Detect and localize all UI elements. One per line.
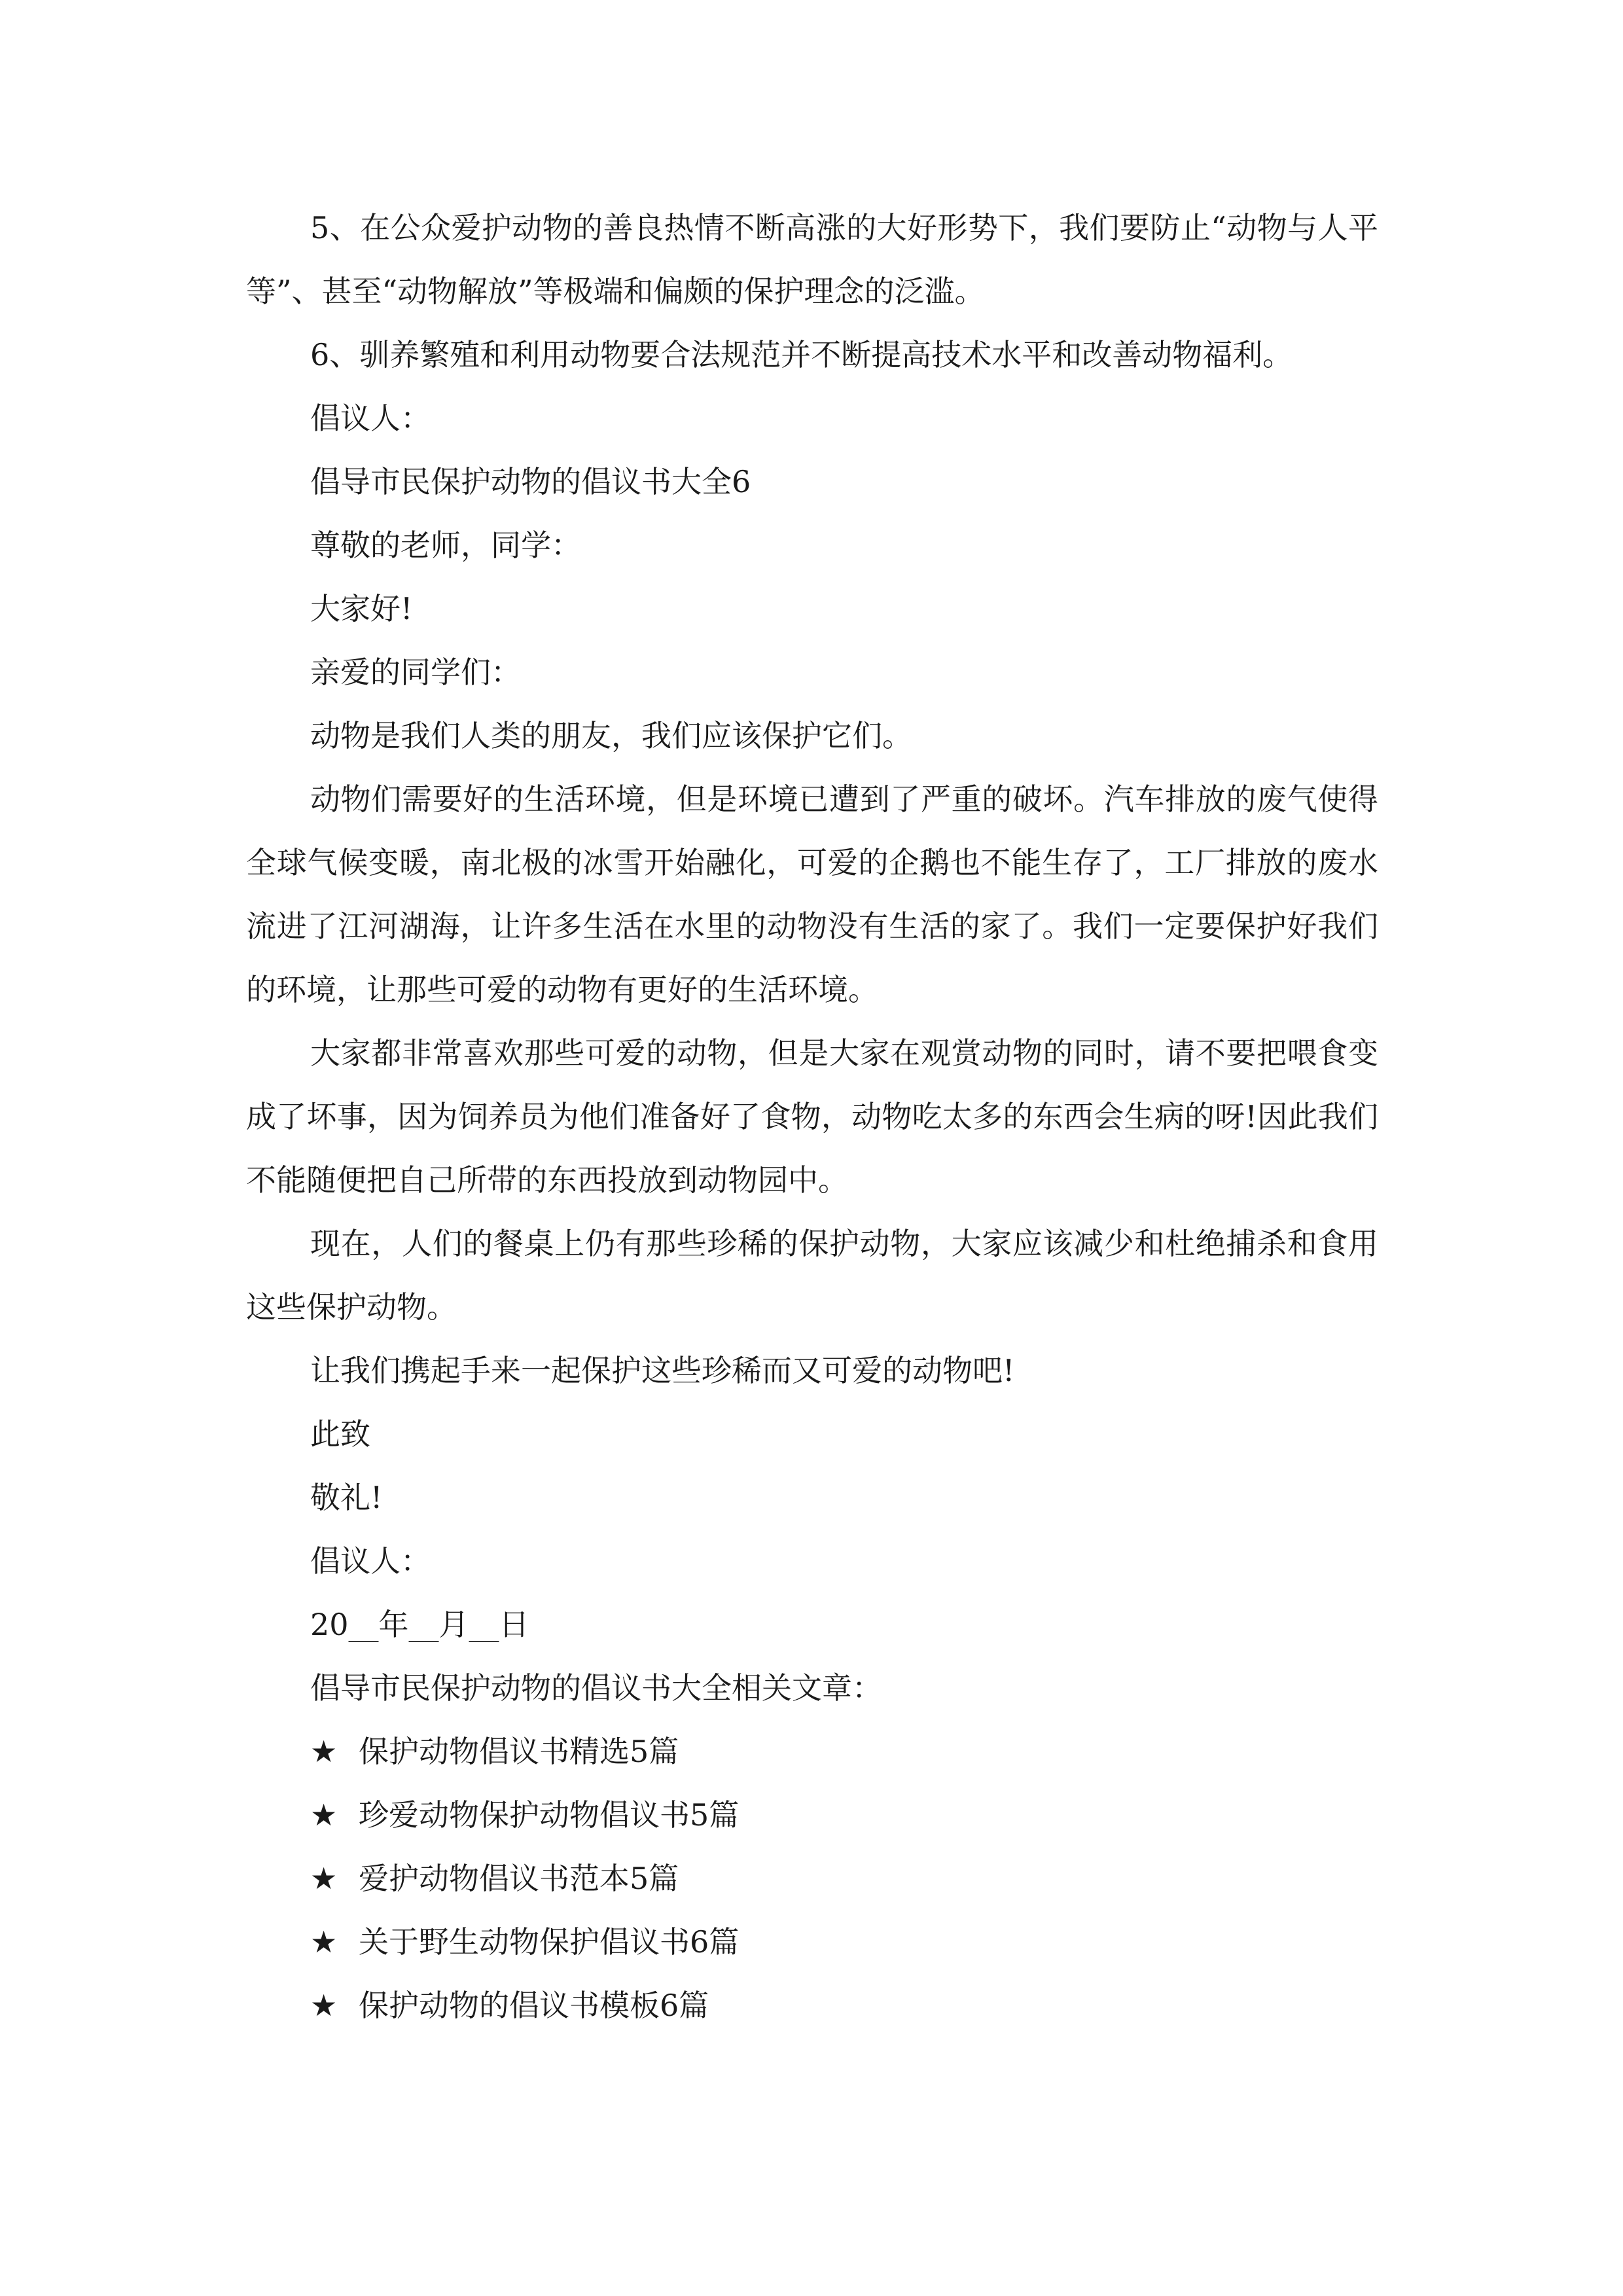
document-page	[246, 196, 1378, 2037]
paragraph-feeding: 大家都非常喜欢那些可爱的动物，但是大家在观赏动物的同时，请不要把喂食变成了坏事，因为饲养员为他们准备好了食物，动物吃太多的东西会生病的呀!因此我们不能随便把自己所带的东西投放到动物园中。	[246, 1035, 1378, 1198]
paragraph-dining: 现在，人们的餐桌上仍有那些珍稀的保护动物，大家应该减少和杜绝捕杀和食用这些保护动物。	[246, 1226, 1378, 1325]
proposer-label-2: 倡议人：	[310, 1543, 431, 1579]
star-icon: ★	[310, 1861, 338, 1896]
related-article-link[interactable]: 保护动物倡议书精选5篇	[359, 1734, 679, 1769]
star-icon: ★	[310, 1734, 338, 1769]
list-item[interactable]	[246, 1910, 1378, 1974]
related-articles-list	[246, 1720, 1378, 2037]
list-item[interactable]	[246, 1784, 1378, 1847]
greeting: 大家好!	[310, 591, 413, 626]
section-title: 倡导市民保护动物的倡议书大全6	[310, 464, 751, 499]
paragraph-intro: 动物是我们人类的朋友，我们应该保护它们。	[310, 718, 912, 753]
related-article-link[interactable]: 珍爱动物保护动物倡议书5篇	[359, 1797, 740, 1833]
star-icon: ★	[310, 1797, 338, 1833]
paragraph-environment: 动物们需要好的生活环境，但是环境已遭到了严重的破坏。汽车排放的废气使得全球气候变暖，南北极的冰雪开始融化，可爱的企鹅也不能生存了，工厂排放的废水流进了江河湖海，让许多生活在水里的动物没有生活的家了。我们一定要保护好我们的环境，让那些可爱的动物有更好的生活环境。	[246, 781, 1378, 1007]
list-item[interactable]	[246, 1847, 1378, 1910]
paragraph-point-6: 6、驯养繁殖和利用动物要合法规范并不断提高技术水平和改善动物福利。	[310, 337, 1293, 372]
related-article-link[interactable]: 关于野生动物保护倡议书6篇	[359, 1924, 740, 1960]
paragraph-point-5: 5、在公众爱护动物的善良热情不断高涨的大好形势下，我们要防止“动物与人平等”、甚至“动物解放”等极端和偏颇的保护理念的泛滥。	[246, 210, 1378, 309]
closing-jingli: 敬礼!	[310, 1480, 383, 1515]
salutation: 尊敬的老师，同学：	[310, 528, 581, 563]
related-article-link[interactable]: 保护动物的倡议书模板6篇	[359, 1988, 709, 2023]
paragraph-call-to-action: 让我们携起手来一起保护这些珍稀而又可爱的动物吧!	[310, 1353, 1015, 1388]
related-articles-heading: 倡导市民保护动物的倡议书大全相关文章：	[310, 1670, 882, 1706]
list-item[interactable]	[246, 1974, 1378, 2037]
greeting-students: 亲爱的同学们：	[310, 655, 521, 690]
list-item[interactable]	[246, 1720, 1378, 1784]
proposer-label: 倡议人：	[310, 401, 431, 436]
star-icon: ★	[310, 1924, 338, 1960]
star-icon: ★	[310, 1988, 338, 2023]
related-article-link[interactable]: 爱护动物倡议书范本5篇	[359, 1861, 679, 1896]
date-line: 20__年__月__日	[310, 1607, 529, 1642]
closing-cizhi: 此致	[310, 1416, 370, 1452]
